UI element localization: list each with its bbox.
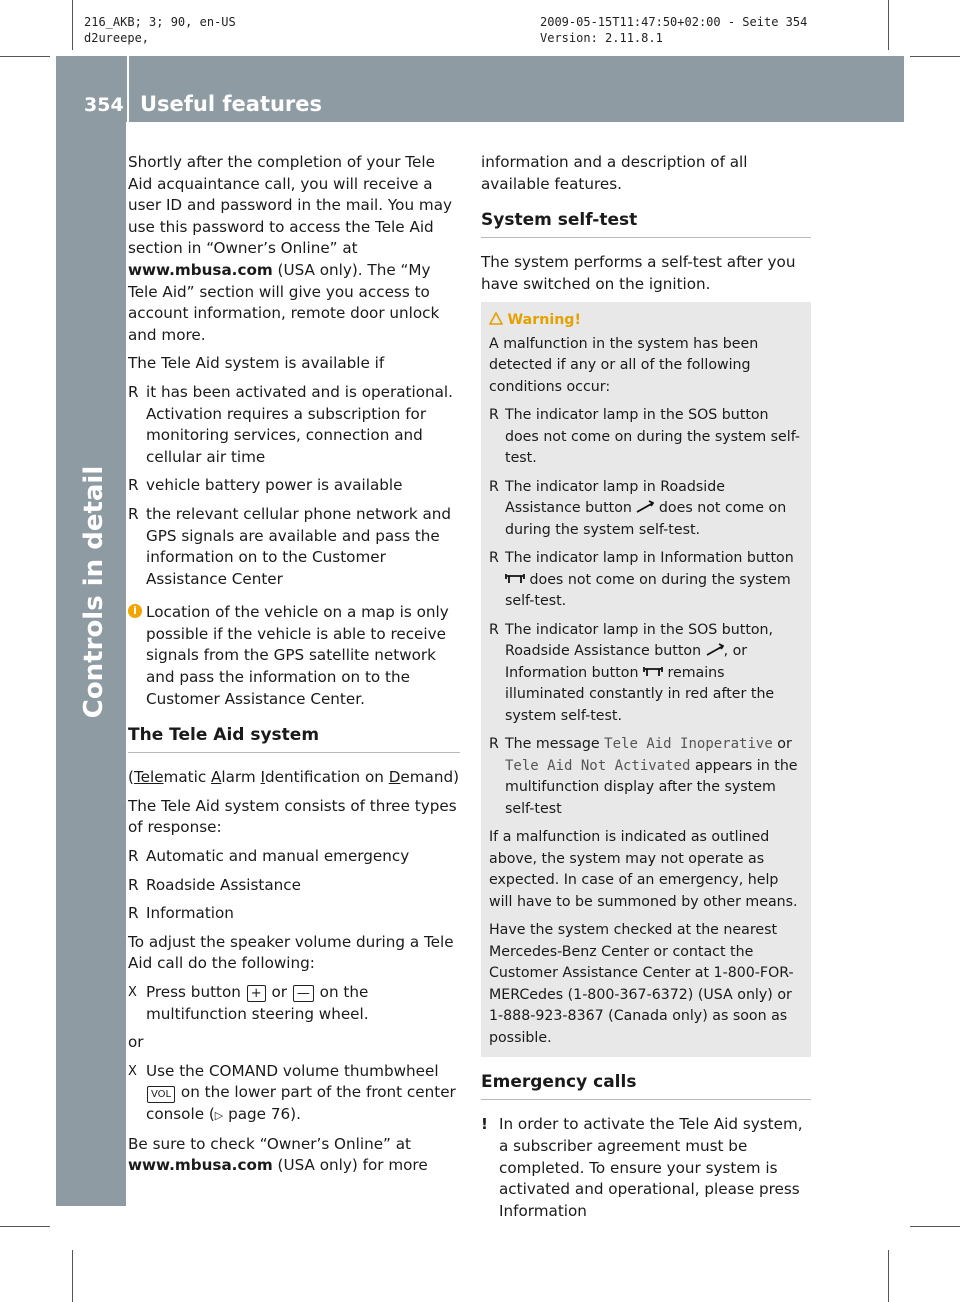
display-message: Tele Aid Not Activated (505, 757, 691, 774)
section-heading: System self-test (481, 209, 811, 238)
list-item: R it has been activated and is operational. Activation requires a subscription for monitoring services, connection and cellular air time (128, 382, 453, 466)
crop-mark (72, 0, 73, 50)
warning-item: R The indicator lamp in Roadside Assistance button does not come on during the system self-test. (489, 478, 787, 538)
list-item: R Automatic and manual emergency (128, 846, 460, 868)
bullet-icon: R (128, 504, 139, 523)
bullet-icon: R (489, 407, 499, 424)
paragraph: The system performs a self-test after you have switched on the ignition. (481, 253, 796, 293)
website-link: www.mbusa.com (128, 260, 273, 279)
bullet-icon: R (128, 476, 139, 495)
warning-box (481, 302, 811, 1057)
warning-item: R The indicator lamp in Information button does not come on during the system self-test. (489, 550, 794, 610)
crop-mark (910, 1226, 960, 1227)
list-item: R Information (128, 903, 460, 925)
list-item: R Roadside Assistance (128, 875, 460, 897)
step-icon: X (128, 985, 137, 1000)
left-column (128, 152, 460, 1184)
section-sidebar (56, 122, 126, 1206)
meta-line: Version: 2.11.8.1 (540, 31, 663, 45)
paragraph: Be sure to check “Owner’s Online” at www.mbusa.com (USA only) for more (128, 1134, 428, 1175)
step-icon: X (128, 1063, 137, 1079)
bullet-icon: R (128, 382, 139, 401)
page-title: Useful features (140, 92, 323, 116)
warning-item: R The indicator lamp in the SOS button does not come on during the system self-test. (489, 407, 801, 467)
roadside-assistance-icon (636, 500, 654, 514)
print-meta-left (84, 14, 236, 46)
information-button-icon (505, 573, 525, 585)
bullet-icon: R (489, 550, 499, 567)
paragraph: The Tele Aid system consists of three types of response: (128, 796, 457, 837)
display-message: Tele Aid Inoperative (604, 736, 773, 753)
crop-mark (0, 1226, 50, 1227)
crop-mark (72, 1250, 73, 1302)
warning-header (489, 310, 803, 332)
plus-key-icon: + (247, 985, 266, 1002)
minus-key-icon: — (293, 985, 314, 1002)
warning-paragraph: If a malfunction is indicated as outlined above, the system may not operate as expected. In case of an emergency, help will have to be summoned by other means. (489, 829, 798, 910)
caution-note: ! In order to activate the Tele Aid system, a subscriber agreement must be completed. To ensure your system is activated and operational, please press Information (481, 1115, 803, 1220)
crop-mark (0, 56, 50, 57)
bullet-icon: R (128, 875, 139, 894)
info-icon: i (128, 604, 142, 618)
page-ref-arrow-icon: ▷ (214, 1108, 224, 1122)
section-heading: Emergency calls (481, 1071, 811, 1100)
right-column (481, 152, 811, 1222)
list-item: R vehicle battery power is available (128, 475, 460, 497)
instruction-step: X Use the COMAND volume thumbwheel VOL on the lower part of the front center console (▷ page 76). (128, 1061, 456, 1123)
instruction-step: X Press button + or — on the multifunction steering wheel. (128, 983, 369, 1023)
warning-title: Warning! (507, 312, 581, 329)
paragraph: information and a description of all available features. (481, 153, 748, 193)
bullet-icon: R (128, 847, 139, 866)
info-note: i Location of the vehicle on a map is only possible if the vehicle is able to receive signals from the GPS satellite network and pass the information on to the Customer Assistance Center. (128, 602, 460, 710)
page-number: 354 (84, 94, 124, 116)
paragraph: Shortly after the completion of your Tele Aid acquaintance call, you will receive a user ID and password in the mail. You may use this password to access the Tele Aid section in “Owner’s Online” at www.mbusa.com (USA only). The “My Tele Aid” section will give you access to account information, remote door unlock and more. (128, 153, 453, 344)
meta-line: d2ureepe, (84, 31, 150, 45)
or-separator: or (128, 1033, 144, 1052)
roadside-assistance-icon (706, 643, 724, 657)
paragraph: To adjust the speaker volume during a Tele Aid call do the following: (128, 932, 454, 973)
warning-paragraph: Have the system checked at the nearest Mercedes-Benz Center or contact the Customer Assistance Center at 1-800-FOR-MERCedes (1-800-367-6372) (USA only) or 1-888-923-8367 (Canada only) as soon as possible. (489, 922, 794, 1046)
website-link: www.mbusa.com (128, 1156, 273, 1175)
warning-item: R The indicator lamp in the SOS button, Roadside Assistance button , or Information button remains illuminated constantly in red after the system self-test. (489, 621, 775, 724)
header-divider (127, 56, 129, 122)
crop-mark (888, 0, 889, 50)
crop-mark (888, 1250, 889, 1302)
warning-item: R The message Tele Aid Inoperative or Tele Aid Not Activated appears in the multifunction display after the system self-test (489, 736, 798, 817)
crop-mark (910, 56, 960, 57)
paragraph: The Tele Aid system is available if (128, 354, 385, 373)
warning-triangle-icon (489, 312, 503, 325)
bullet-icon: R (128, 904, 139, 923)
meta-line: 216_AKB; 3; 90, en-US (84, 15, 236, 29)
exclamation-icon: ! (481, 1115, 488, 1134)
list-item: R the relevant cellular phone network and GPS signals are available and pass the information on to the Customer Assistance Center (128, 504, 452, 588)
volume-key-icon: VOL (147, 1086, 175, 1103)
section-heading: The Tele Aid system (128, 724, 460, 753)
warning-intro: A malfunction in the system has been detected if any or all of the following conditions occur: (489, 335, 759, 395)
bullet-icon: R (489, 621, 499, 638)
bullet-icon: R (489, 478, 499, 495)
acronym-line: (Telematic Alarm Identification on Demand) (128, 768, 460, 787)
meta-line: 2009-05-15T11:47:50+02:00 - Seite 354 (540, 15, 808, 29)
section-title: Controls in detail (79, 465, 109, 719)
bullet-icon: R (489, 736, 499, 753)
print-meta-right (540, 14, 807, 46)
information-button-icon (643, 666, 663, 678)
